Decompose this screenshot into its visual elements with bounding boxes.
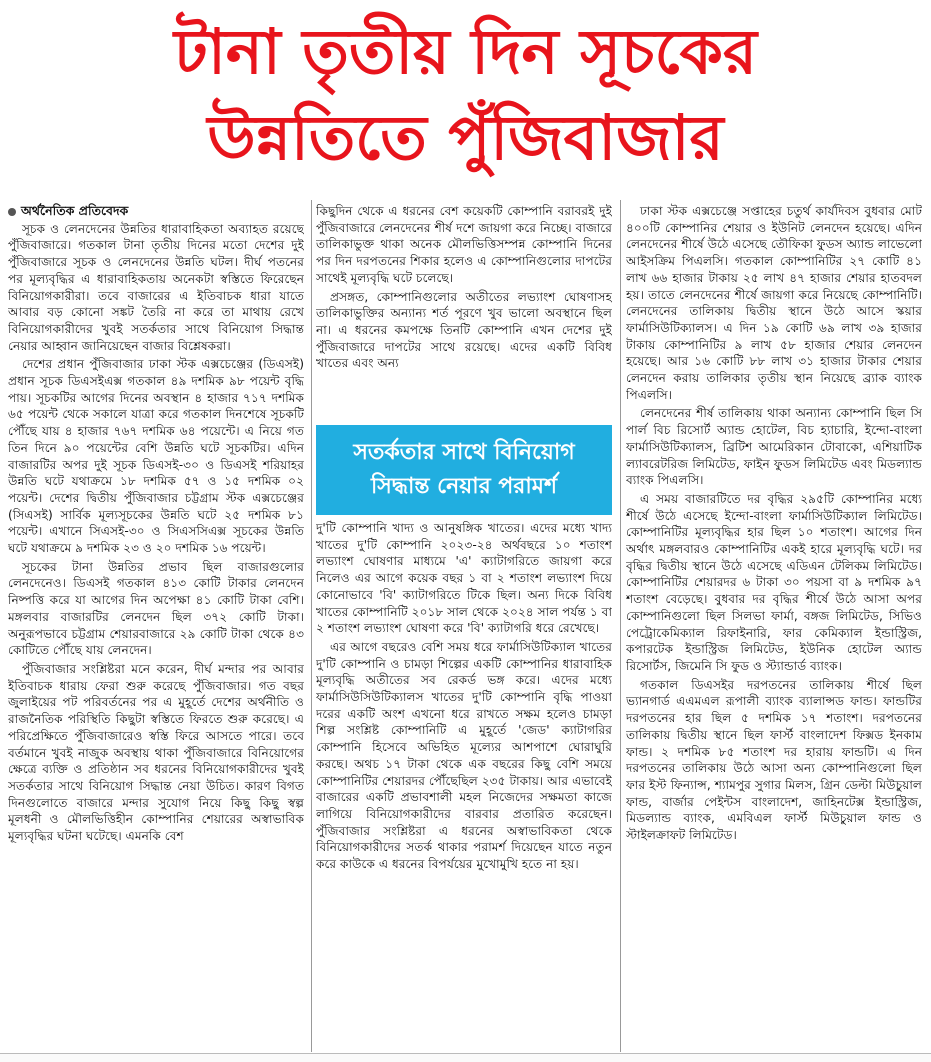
paragraph: গতকাল ডিএসইর দরপতনের তালিকায় শীর্ষে ছিল ভ্যানগার্ড এএমএল রূপালী ব্যাংক ব্যালান্সড ফান্ড। ফান্ডটির দরপতনের হার ছিল ৫ দশমিক ১৭ শতাংশ। দরপতনের তালিকায় দ্বিতীয় স্থানে ছিল ফার্স্ট বাংলাদেশ ফিক্সড ইনকাম ফান্ড। ২ দশমিক ৮৫ শতাংশ দর হারায় ফান্ডটি। এ দিন দরপতনের তালিকায় উঠে আসা অন্য কোম্পানিগুলো ছিল ফার ইস্ট ফিন্যান্স, শ্যামপুর সুগার মিলস, গ্রিন ডেল্টা মিউচুয়াল ফান্ড, বার্জার পেইন্টস বাংলাদেশ, জাহিনটেক্স ইন্ডাস্ট্রিজ, মিডল্যান্ড ব্যাংক, এমবিএল ফার্স্ট মিউচুয়াল ফান্ড ও স্টাইলক্রাফট লিমিটেড।: [626, 677, 922, 843]
paragraph: দু'টি কোম্পানি খাদ্য ও আনুষঙ্গিক খাতের। এদের মধ্যে খাদ্য খাতের দু'টি কোম্পানি ২০২৩-২৪ অর্থবছরে ১০ শতাংশ লভ্যাংশ ঘোষণার মাধ্যমে 'এ' ক্যাটাগরিতে জায়গা করে নিলেও এর আগে কয়েক বছর ১ বা ২ শতাংশ লভ্যাংশ দিয়ে কোনোভাবে 'বি' ক্যাটাগরিতে টিকে ছিল। অন্য দিকে বিবিধ খাতের কোম্পানিটি ২০১৮ সাল থেকে ২০২৪ সাল পর্যন্ত ১ বা ২ শতাংশ লভ্যাংশ ঘোষণা করে 'বি' ক্যাটাগরি ধরে রেখেছে।: [316, 521, 612, 636]
headline-line-2: উন্নতিতে পুঁজিবাজার: [207, 101, 724, 174]
paragraph: এ সময় বাজারটিতে দর বৃদ্ধির ২৯৫টি কোম্পানির মধ্যে শীর্ষে উঠে এসেছে ইন্দো-বাংলা ফার্মাসিউটিক্যাল লিমিটেড। কোম্পানিটির মূল্যবৃদ্ধির হার ছিল ১০ শতাংশ। আগের দিন অর্থাৎ মঙ্গলবারও কোম্পানিটির একই হারে মূল্যবৃদ্ধি ঘটে। দর বৃদ্ধির দ্বিতীয় স্থানে উঠে এসেছে এডিএন টেলিকম লিমিটেড। কোম্পানিটির শেয়ারদর ৬ টাকা ৩০ পয়সা বা ৯ দশমিক ৯৭ শতাংশ বেড়েছে। বুধবার দর বৃদ্ধির শীর্ষে উঠে আসা অপর কোম্পানিগুলো ছিল সিলভা ফার্মা, বঙ্গজ লিমিটেড, সিভিও পেট্রোকেমিক্যাল রিফাইনারি, ফার কেমিক্যাল ইন্ডাস্ট্রিজ, কপারটেক ইন্ডাস্ট্রিজ লিমিটেড, ইউনিক হোটেল অ্যান্ড রিসোর্টস, জিমেনি সি ফুড ও স্ট্যান্ডার্ড ব্যাংক।: [626, 491, 922, 673]
column-rule: [620, 200, 621, 1052]
article-column-1: [8, 203, 304, 1051]
headline: [0, 0, 931, 190]
paragraph: ঢাকা স্টক এক্সচেঞ্জে সপ্তাহের চতুর্থ কার্যদিবস বুধবার মোট ৪০০টি কোম্পানির শেয়ার ও ইউনিট লেনদেন হয়েছে। এদিন লেনদেনের শীর্ষে উঠে এসেছে তৌফিকা ফুডস অ্যান্ড লাভেলো আইসক্রিম পিএলসি। গতকাল কোম্পানিটির ২৭ কোটি ৪১ লাখ ৬৬ হাজার টাকায় ২৫ লাখ ৪৭ হাজার শেয়ার হাতবদল হয়। তাতে লেনদেনের শীর্ষে জায়গা করে নিয়েছে কোম্পানিটি। লেনদেনের তালিকায় দ্বিতীয় স্থানে উঠে আসে স্কয়ার ফার্মাসিউটিক্যালস। এ দিন ১৯ কোটি ৬৯ লাখ ৩৯ হাজার টাকায় কোম্পানিটির ৯ লাখ ৫৮ হাজার শেয়ার লেনদেন হয়েছে। আর ১৬ কোটি ৮৮ লাখ ৩১ হাজার টাকার শেয়ার লেনদেন করায় তালিকার তৃতীয় স্থান নিয়েছে ব্র্যাক ব্যাংক পিএলসি।: [626, 204, 922, 402]
pull-quote: [316, 423, 612, 517]
paragraph: এর আগে বছরেও বেশি সময় ধরে ফার্মাসিউটিক্যাল খাতের দু'টি কোম্পানি ও চামড়া শিল্পের একটি কোম্পানির ধারাবাহিক মূল্যবৃদ্ধি অতীতের সব রেকর্ড ভঙ্গ করে। এদের মধ্যে ফার্মাসিউসিউটিক্যালস খাতের দু'টি কোম্পানি বৃদ্ধি পাওয়া দরের একটি অংশ এখনো ধরে রাখতে সক্ষম হলেও চামড়া শিল্প সংশ্লিষ্ট কোম্পানিটি এ মুহূর্তে 'জেড' ক্যাটাগরির কোম্পানি হিসেবে অভিহিত মূল্যের আশপাশে ঘোরাঘুরি করছে। অথচ ১৭ টাকা থেকে এক বছরের কিছু বেশি সময়ে কোম্পানিটির শেয়ারদর পৌঁছেছিল ২৩৫ টাকায়। আর এভাবেই বাজারের একটি প্রভাবশালী মহল নিজেদের সক্ষমতা কাজে লাগিয়ে বিনিয়োগকারীদের বারবার প্রতারিত করেছেন। পুঁজিবাজার সংশ্লিষ্টরা এ ধরনের অস্বাভাবিকতা থেকে বিনিয়োগকারীদের সতর্ক থাকার পরামর্শ দিয়েছেন যাতে নতুন করে কাউকে এ ধরনের বিপর্যয়ের মুখোমুখি হতে না হয়।: [316, 639, 612, 872]
article-column-3: [626, 203, 922, 1051]
bullet-icon: [8, 208, 16, 216]
page-footer-rule: [0, 1053, 931, 1062]
column-rule: [311, 200, 312, 1052]
paragraph: সূচকের টানা উন্নতির প্রভাব ছিল বাজারগুলোর লেনদেনেও। ডিএসই গতকাল ৪১৩ কোটি টাকার লেনদেন নিষ্পত্তি করে যা আগের দিন অপেক্ষা ৪১ কোটি টাকা বেশি। মঙ্গলবার বাজারটির লেনদেন ছিল ৩৭২ কোটি টাকা। অনুরূপভাবে চট্টগ্রাম শেয়ারবাজারে ২৯ কোটি টাকা থেকে ৪৩ কোটিতে পৌঁছে যায় লেনদেন।: [8, 559, 304, 658]
paragraph: লেনদেনের শীর্ষ তালিকায় থাকা অন্যান্য কোম্পানি ছিল সি পার্ল বিচ রিসোর্ট অ্যান্ড হোটেল, বিচ হ্যাচারি, ইন্দো-বাংলা ফার্মাসিউটিক্যালস, ব্রিটিশ আমেরিকান টোবাকো, এশিয়াটিক ল্যাবরেটরিজ লিমিটেড, ফাইন ফুডস লিমিটেড এবং মিডল্যান্ড ব্যাংক পিএলসি।: [626, 406, 922, 488]
pull-quote-line-1: সতর্কতার সাথে বিনিয়োগ: [353, 440, 575, 465]
paragraph: প্রসঙ্গত, কোম্পানিগুলোর অতীতের লভ্যাংশ ঘোষণাসহ তালিকাভুক্তির অন্যান্য শর্ত পূরণে খুব ভালো অবস্থানে ছিল না। এ ধরনের কমপক্ষে তিনটি কোম্পানি এখন দেশের দুই পুঁজিবাজারে দাপটের সাথে রয়েছে। এদের একটি বিবিধ খাতের এবং অন্য: [316, 289, 612, 371]
article-column-2-top: [316, 203, 612, 413]
byline: [8, 203, 304, 220]
article-column-2-bottom: [316, 520, 612, 1051]
paragraph: কিছুদিন থেকে এ ধরনের বেশ কয়েকটি কোম্পানি বরাবরই দুই পুঁজিবাজারে লেনদেনের শীর্ষ দশে জায়গা করে নিচ্ছে। বাজারে তালিকাভুক্ত থাকা অনেক মৌলভিত্তিসম্পন্ন কোম্পানি দিনের পর দিন দরপতনের শিকার হলেও এ কোম্পানিগুলোর দাপটের সাথেই মূল্যবৃদ্ধি ঘটে চলেছে।: [316, 204, 612, 285]
paragraph: দেশের প্রধান পুঁজিবাজার ঢাকা স্টক এক্সচেঞ্জের (ডিএসই) প্রধান সূচক ডিএসইএক্স গতকাল ৪৯ দশমিক ৯৮ পয়েন্ট বৃদ্ধি পায়। সূচকটির আগের দিনের অবস্থান ৪ হাজার ৭১৭ দশমিক ৬৫ পয়েন্ট থেকে সকালে যাত্রা করে গতকাল দিনশেষে সূচকটি পৌঁছে যায় ৪ হাজার ৭৬৭ দশমিক ৬৪ পয়েন্টে। এ নিয়ে গত তিন দিনে ৯০ পয়েন্টের বেশি উন্নতি ঘটে সূচকটির। এদিন বাজারটির অপর দুই সূচক ডিএসই-৩০ ও ডিএসই শরিয়াহর উন্নতি ঘটে যথাক্রমে ১৮ দশমিক ৫৭ ও ১৫ দশমিক ০২ পয়েন্ট। দেশের দ্বিতীয় পুঁজিবাজার চট্টগ্রাম স্টক এক্সচেঞ্জের (সিএসই) সার্বিক মূল্যসূচকের উন্নতি ঘটে ২৫ দশমিক ৮১ পয়েন্ট। এখানে সিএসই-৩০ ও সিএসসিএক্স সূচকের উন্নতি ঘটে যথাক্রমে ৯ দশমিক ২৩ ও ২০ দশমিক ১৬ পয়েন্ট।: [8, 357, 304, 556]
paragraph: সূচক ও লেনদেনের উন্নতির ধারাবাহিকতা অব্যাহত রয়েছে পুঁজিবাজারে। গতকাল টানা তৃতীয় দিনের মতো দেশের দুই পুঁজিবাজারে সূচক ও লেনদেনের উন্নতি ঘটল। দীর্ঘ পতনের পর মূল্যবৃদ্ধির এ ধারাবাহিকতায় অনেকটা স্বস্তিতে ফিরেছেন বিনিয়োগকারীরা। তবে বাজারের এ ইতিবাচক ধারা যাতে আবার বড় কোনো সঙ্কট তৈরি না করে তা মাথায় রেখে বিনিয়োগকারীদের খুবই সতর্কতার সাথে বিনিয়োগ সিদ্ধান্ত নেয়ার আহ্বান জানিয়েছেন বাজার বিশ্লেষকরা।: [8, 221, 304, 353]
paragraph: পুঁজিবাজার সংশ্লিষ্টরা মনে করেন, দীর্ঘ মন্দার পর আবার ইতিবাচক ধারায় ফেরা শুরু করেছে পুঁজিবাজার। গত বছর জুলাইয়ের পট পরিবর্তনের পর এ মুহূর্তে দেশের অর্থনীতি ও রাজনৈতিক পরিস্থিতি কিছুটা স্বস্তিতে ফিরতে শুরু করেছে। এ পরিপ্রেক্ষিতে পুঁজিবাজারেও স্বস্তি ফিরে আসতে পারে। তবে বর্তমানে খুবই নাজুক অবস্থায় থাকা পুঁজিবাজারে বিনিয়োগের ক্ষেত্রে ব্যক্তি ও প্রতিষ্ঠান সব ধরনের বিনিয়োগকারীদের খুবই সতর্কতার সাথে বিনিয়োগ সিদ্ধান্ত নেয়া উচিত। কারণ বিগত দিনগুলোতে বাজারে মন্দার সুযোগ নিয়ে কিছু কিছু স্বল্প মূলধনী ও মৌলভিত্তিহীন কোম্পানির শেয়ারের অস্বাভাবিক মূল্যবৃদ্ধির ঘটনা ঘটেছে। এমনকি বেশ: [8, 661, 304, 844]
pull-quote-line-2: সিদ্ধান্ত নেয়ার পরামর্শ: [371, 474, 557, 499]
byline-text: অর্থনৈতিক প্রতিবেদক: [21, 203, 129, 218]
headline-line-1: টানা তৃতীয় দিন সূচকের: [174, 15, 757, 88]
